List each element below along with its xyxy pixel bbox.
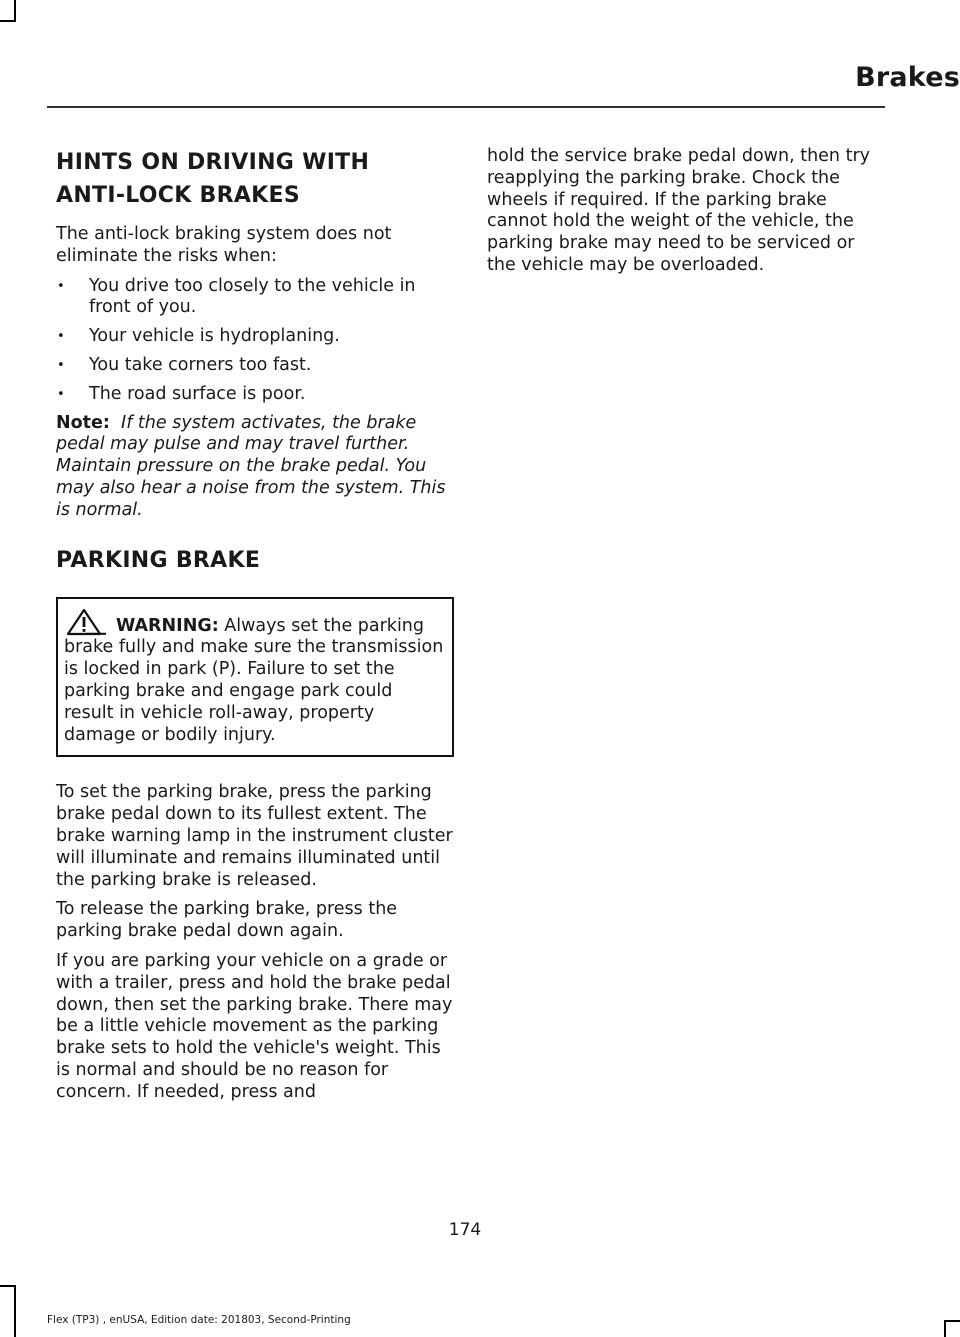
list-item: • You drive too closely to the vehicle in front of you. xyxy=(56,276,454,320)
release-brake-paragraph: To release the parking brake, press the parking brake pedal down again. xyxy=(56,899,398,942)
page-number: 174 xyxy=(448,1220,482,1240)
page-header-title: Brakes xyxy=(855,62,960,93)
note-label: Note: xyxy=(56,412,110,433)
warning-box xyxy=(56,597,454,758)
warning-text: Always set the parking brake fully and make sure the transmission is locked in park (P). Failure to set the parking brake and engage park could result in vehicle roll-away, property damage or bodily injury. xyxy=(64,615,444,745)
header-rule xyxy=(47,106,885,108)
note-paragraph xyxy=(56,413,454,522)
heading-line-2: ANTI-LOCK BRAKES xyxy=(56,183,301,208)
list-item: • The road surface is poor. xyxy=(56,384,454,406)
crop-mark xyxy=(0,20,16,22)
risk-list xyxy=(56,276,454,406)
footer-edition: Flex (TP3) , enUSA, Edition date: 201803, Second-Printing xyxy=(47,1314,351,1326)
right-column xyxy=(487,146,882,277)
set-brake-paragraph: To set the parking brake, press the parking brake pedal down to its fullest extent. The brake warning lamp in the instrument cluster will illuminate and remains illuminated until the parking brake is released. xyxy=(56,782,453,890)
section-heading-abs xyxy=(56,146,454,212)
crop-mark xyxy=(14,0,16,22)
heading-line-1: HINTS ON DRIVING WITH xyxy=(56,150,370,175)
continued-paragraph: hold the service brake pedal down, then try reapplying the parking brake. Chock the wheels if required. If the parking brake cannot hold the weight of the vehicle, the parking brake may need to be serviced or the vehicle may be overloaded. xyxy=(487,146,870,275)
crop-mark xyxy=(0,1285,16,1287)
crop-mark xyxy=(944,1320,946,1337)
crop-mark xyxy=(14,1285,16,1337)
warning-triangle-icon xyxy=(64,607,108,637)
note-text: If the system activates, the brake pedal may pulse and may travel further. Maintain pressure on the brake pedal. You may also hear a noise from the system. This is normal. xyxy=(56,412,446,520)
left-column xyxy=(56,146,454,1104)
section-heading-parking: PARKING BRAKE xyxy=(56,547,261,573)
grade-paragraph: If you are parking your vehicle on a grade or with a trailer, press and hold the brake pedal down, then set the parking brake. There may be a little vehicle movement as the parking brake sets to hold the vehicle's weight. This is normal and should be no reason for concern. If needed, press and xyxy=(56,950,453,1102)
warning-label: WARNING: xyxy=(116,615,219,636)
intro-paragraph: The anti-lock braking system does not eliminate the risks when: xyxy=(56,224,392,266)
list-item: • Your vehicle is hydroplaning. xyxy=(56,326,454,348)
list-item: • You take corners too fast. xyxy=(56,355,454,377)
crop-mark xyxy=(944,1320,960,1322)
